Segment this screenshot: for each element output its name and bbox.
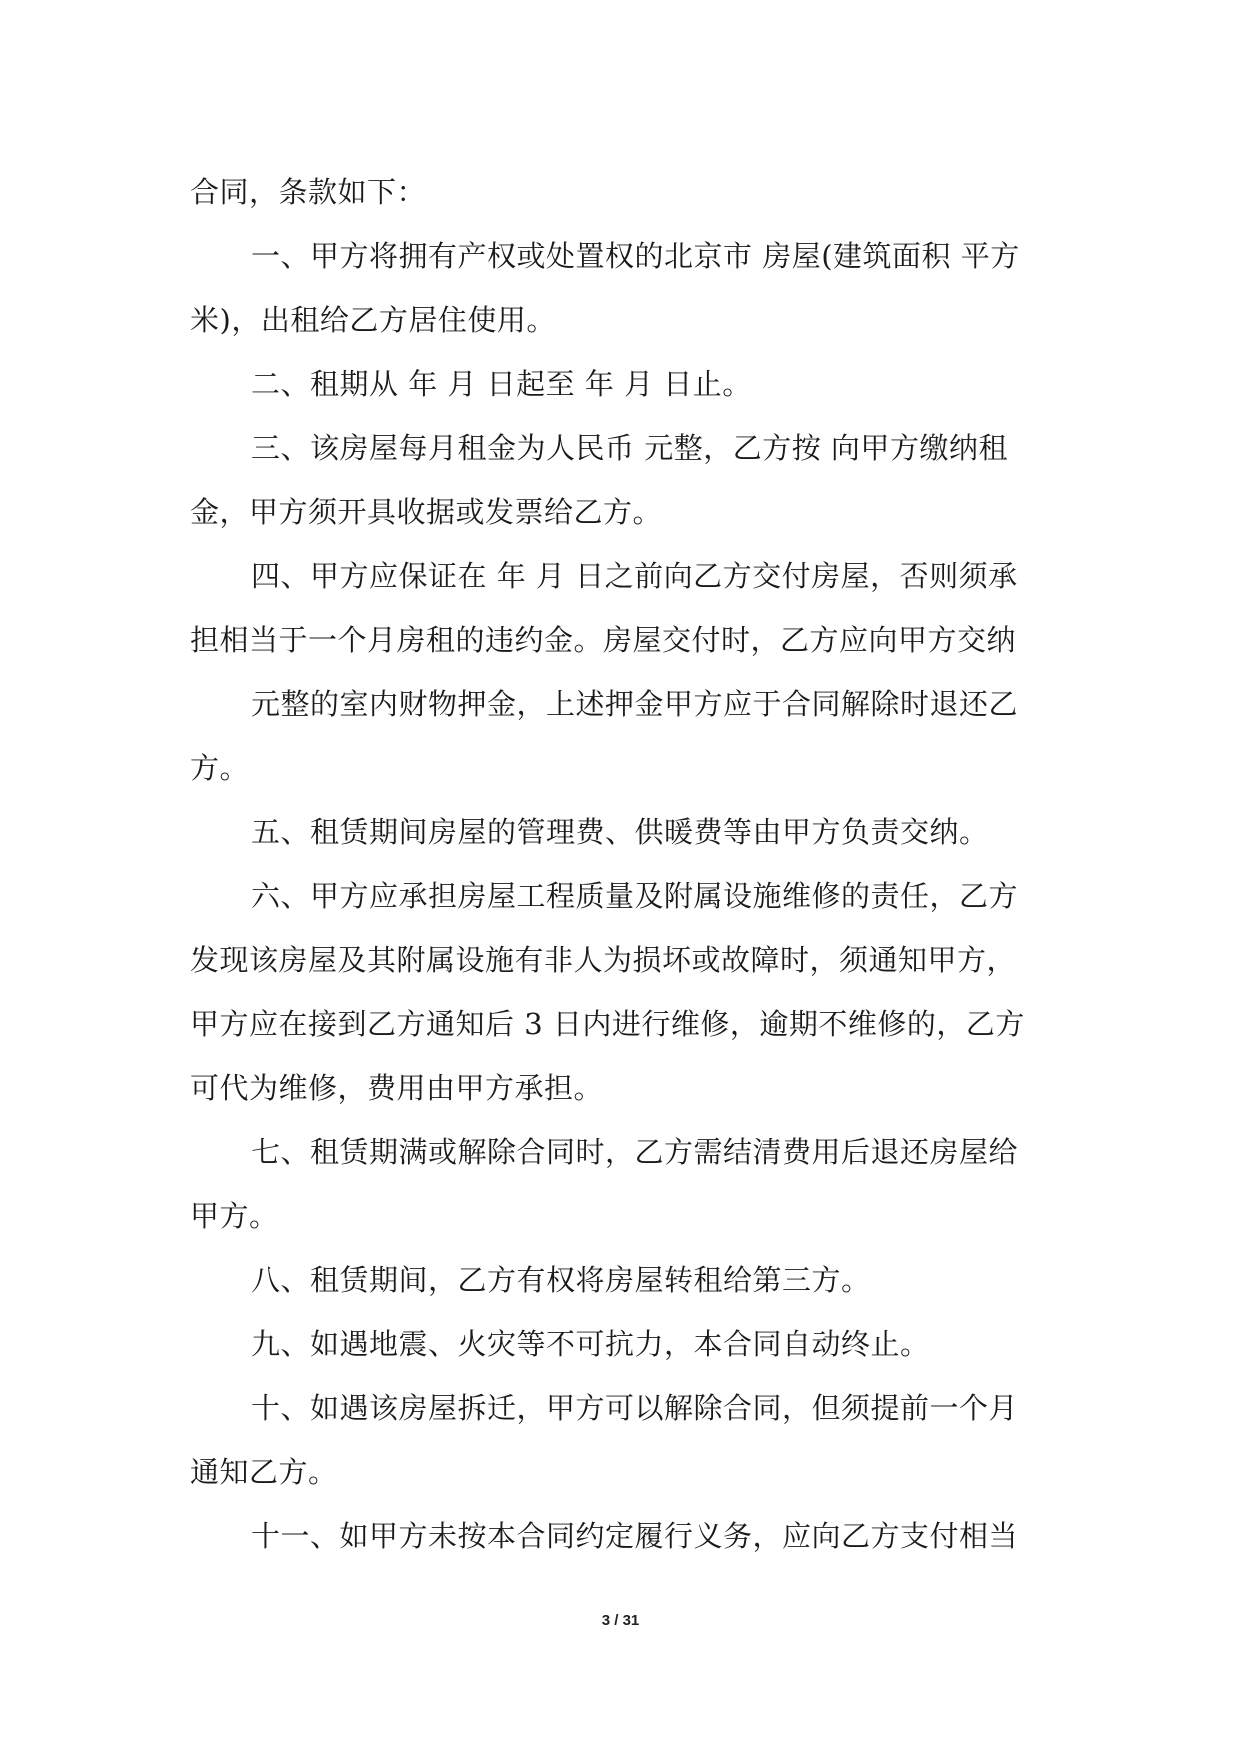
clause-3-line-2: 金，甲方须开具收据或发票给乙方。 — [190, 495, 663, 529]
clause-6-line-4: 可代为维修，费用由甲方承担。 — [190, 1071, 604, 1105]
clause-7-line-2: 甲方。 — [190, 1199, 279, 1233]
clause-3-line-1: 三、该房屋每月租金为人民币 元整，乙方按 向甲方缴纳租 — [251, 431, 1008, 465]
clause-1-line-1: 一、甲方将拥有产权或处置权的北京市 房屋(建筑面积 平方 — [251, 239, 1020, 273]
clause-9: 九、如遇地震、火灾等不可抗力，本合同自动终止。 — [251, 1327, 930, 1361]
clause-2: 二、租期从 年 月 日起至 年 月 日止。 — [251, 367, 752, 401]
clause-4-line-4: 方。 — [190, 751, 250, 785]
clause-4-line-3: 元整的室内财物押金，上述押金甲方应于合同解除时退还乙 — [251, 687, 1019, 721]
clause-8: 八、租赁期间，乙方有权将房屋转租给第三方。 — [251, 1263, 871, 1297]
clause-6-line-3: 甲方应在接到乙方通知后 3 日内进行维修，逾期不维修的，乙方 — [190, 1007, 1025, 1041]
contract-body — [190, 160, 1060, 1568]
clause-11-line-1: 十一、如甲方未按本合同约定履行义务，应向乙方支付相当 — [251, 1519, 1019, 1553]
text-line: 合同，条款如下： — [190, 175, 427, 209]
clause-4-line-1: 四、甲方应保证在 年 月 日之前向乙方交付房屋，否则须承 — [251, 559, 1018, 593]
clause-6-line-2: 发现该房屋及其附属设施有非人为损坏或故障时，须通知甲方， — [190, 943, 1017, 977]
clause-7-line-1: 七、租赁期满或解除合同时，乙方需结清费用后退还房屋给 — [251, 1135, 1019, 1169]
clause-5: 五、租赁期间房屋的管理费、供暖费等由甲方负责交纳。 — [251, 815, 989, 849]
clause-6-line-1: 六、甲方应承担房屋工程质量及附属设施维修的责任，乙方 — [251, 879, 1019, 913]
clause-1-line-2: 米)，出租给乙方居住使用。 — [190, 303, 556, 337]
clause-10-line-2: 通知乙方。 — [190, 1455, 338, 1489]
page-number: 3 / 31 — [601, 1612, 640, 1629]
clause-10-line-1: 十、如遇该房屋拆迁，甲方可以解除合同，但须提前一个月 — [251, 1391, 1019, 1425]
clause-4-line-2: 担相当于一个月房租的违约金。房屋交付时，乙方应向甲方交纳 — [190, 623, 1017, 657]
